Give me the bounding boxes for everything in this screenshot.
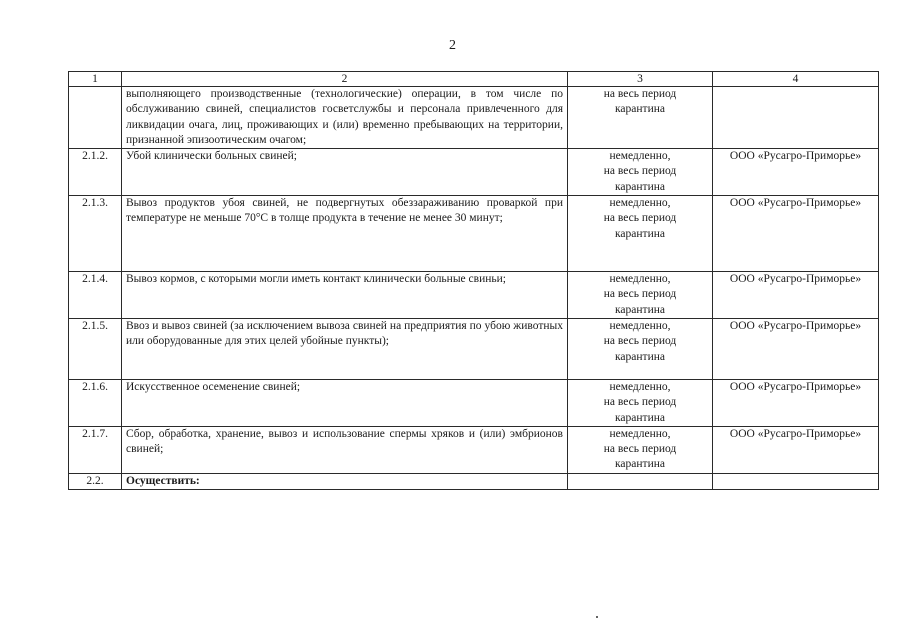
scan-speck — [596, 616, 598, 618]
term-line-1: немедленно, — [609, 273, 671, 286]
row-number: 2.1.5. — [69, 318, 122, 379]
table-row — [69, 272, 879, 319]
table-row — [69, 149, 879, 196]
term-line-3: карантина — [615, 227, 665, 240]
term-line-1: немедленно, — [609, 319, 671, 332]
term-line-2: на весь период — [603, 288, 677, 301]
table-row — [69, 87, 879, 149]
term-line-3: карантина — [615, 103, 665, 116]
responsible-cell: ООО «Русагро-Приморье» — [713, 272, 879, 319]
term-line-3: карантина — [615, 458, 665, 471]
term-line-1: немедленно, — [609, 427, 671, 440]
table-row — [69, 318, 879, 379]
table-row — [69, 379, 879, 426]
page-number: 2 — [449, 38, 456, 53]
responsible-cell: ООО «Русагро-Приморье» — [713, 149, 879, 196]
row-number: 2.1.3. — [69, 196, 122, 272]
term-line-2: на весь период — [603, 88, 677, 100]
responsible-cell: ООО «Русагро-Приморье» — [713, 318, 879, 379]
term-cell — [568, 272, 713, 319]
term-line-1: немедленно, — [609, 380, 671, 393]
term-cell — [568, 196, 713, 272]
term-cell — [568, 149, 713, 196]
term-line-3: карантина — [615, 180, 665, 193]
table-row — [69, 196, 879, 272]
table-row — [69, 473, 879, 489]
measures-table — [68, 71, 879, 490]
term-line-2: на весь период — [603, 165, 677, 178]
term-cell — [568, 426, 713, 473]
term-cell — [568, 318, 713, 379]
term-line-2: на весь период — [603, 212, 677, 225]
row-number: 2.1.7. — [69, 426, 122, 473]
term-cell — [568, 473, 713, 489]
table-header-row — [69, 72, 879, 87]
term-line-3: карантина — [615, 411, 665, 424]
responsible-cell — [713, 473, 879, 489]
row-number: 2.1.4. — [69, 272, 122, 319]
measure-text: Вывоз кормов, с которыми могли иметь контакт клинически больные свиньи; — [122, 272, 568, 319]
column-header-4: 4 — [713, 72, 879, 87]
row-number: 2.1.2. — [69, 149, 122, 196]
section-heading: Осуществить: — [122, 473, 568, 489]
term-line-2: на весь период — [603, 396, 677, 409]
responsible-cell — [713, 87, 879, 149]
term-line-3: карантина — [615, 303, 665, 316]
measure-text: Вывоз продуктов убоя свиней, не подвергнутых обеззараживанию проваркой при температуре не меньше 70°C в толще продукта в течение не менее 30 минут; — [122, 196, 568, 272]
term-line-3: карантина — [615, 350, 665, 363]
measure-text: Убой клинически больных свиней; — [122, 149, 568, 196]
measure-text: Сбор, обработка, хранение, вывоз и использование спермы хряков и (или) эмбрионов свиней; — [122, 426, 568, 473]
column-header-3: 3 — [568, 72, 713, 87]
measure-text: выполняющего производственные (технологические) операции, в том числе по обслуживанию свиней, специалистов госветслужбы и персонала привлеченного для ликвидации очага, лиц, проживающих и (или) временно пребывающих на территории, признанной эпизоотическим очагом; — [122, 87, 568, 149]
responsible-cell: ООО «Русагро-Приморье» — [713, 196, 879, 272]
term-line-2: на весь период — [603, 335, 677, 348]
responsible-cell: ООО «Русагро-Приморье» — [713, 379, 879, 426]
row-number: 2.1.6. — [69, 379, 122, 426]
measure-text: Ввоз и вывоз свиней (за исключением вывоза свиней на предприятия по убою животных или оборудованные для этих целей убойные пункты); — [122, 318, 568, 379]
term-line-2: на весь период — [603, 443, 677, 456]
row-number — [69, 87, 122, 149]
table-row — [69, 426, 879, 473]
term-line-1: немедленно, — [609, 197, 671, 210]
responsible-cell: ООО «Русагро-Приморье» — [713, 426, 879, 473]
row-number: 2.2. — [69, 473, 122, 489]
term-line-1: немедленно, — [609, 150, 671, 163]
column-header-2: 2 — [122, 72, 568, 87]
term-cell — [568, 379, 713, 426]
term-cell — [568, 87, 713, 149]
column-header-1: 1 — [69, 72, 122, 87]
measure-text: Искусственное осеменение свиней; — [122, 379, 568, 426]
